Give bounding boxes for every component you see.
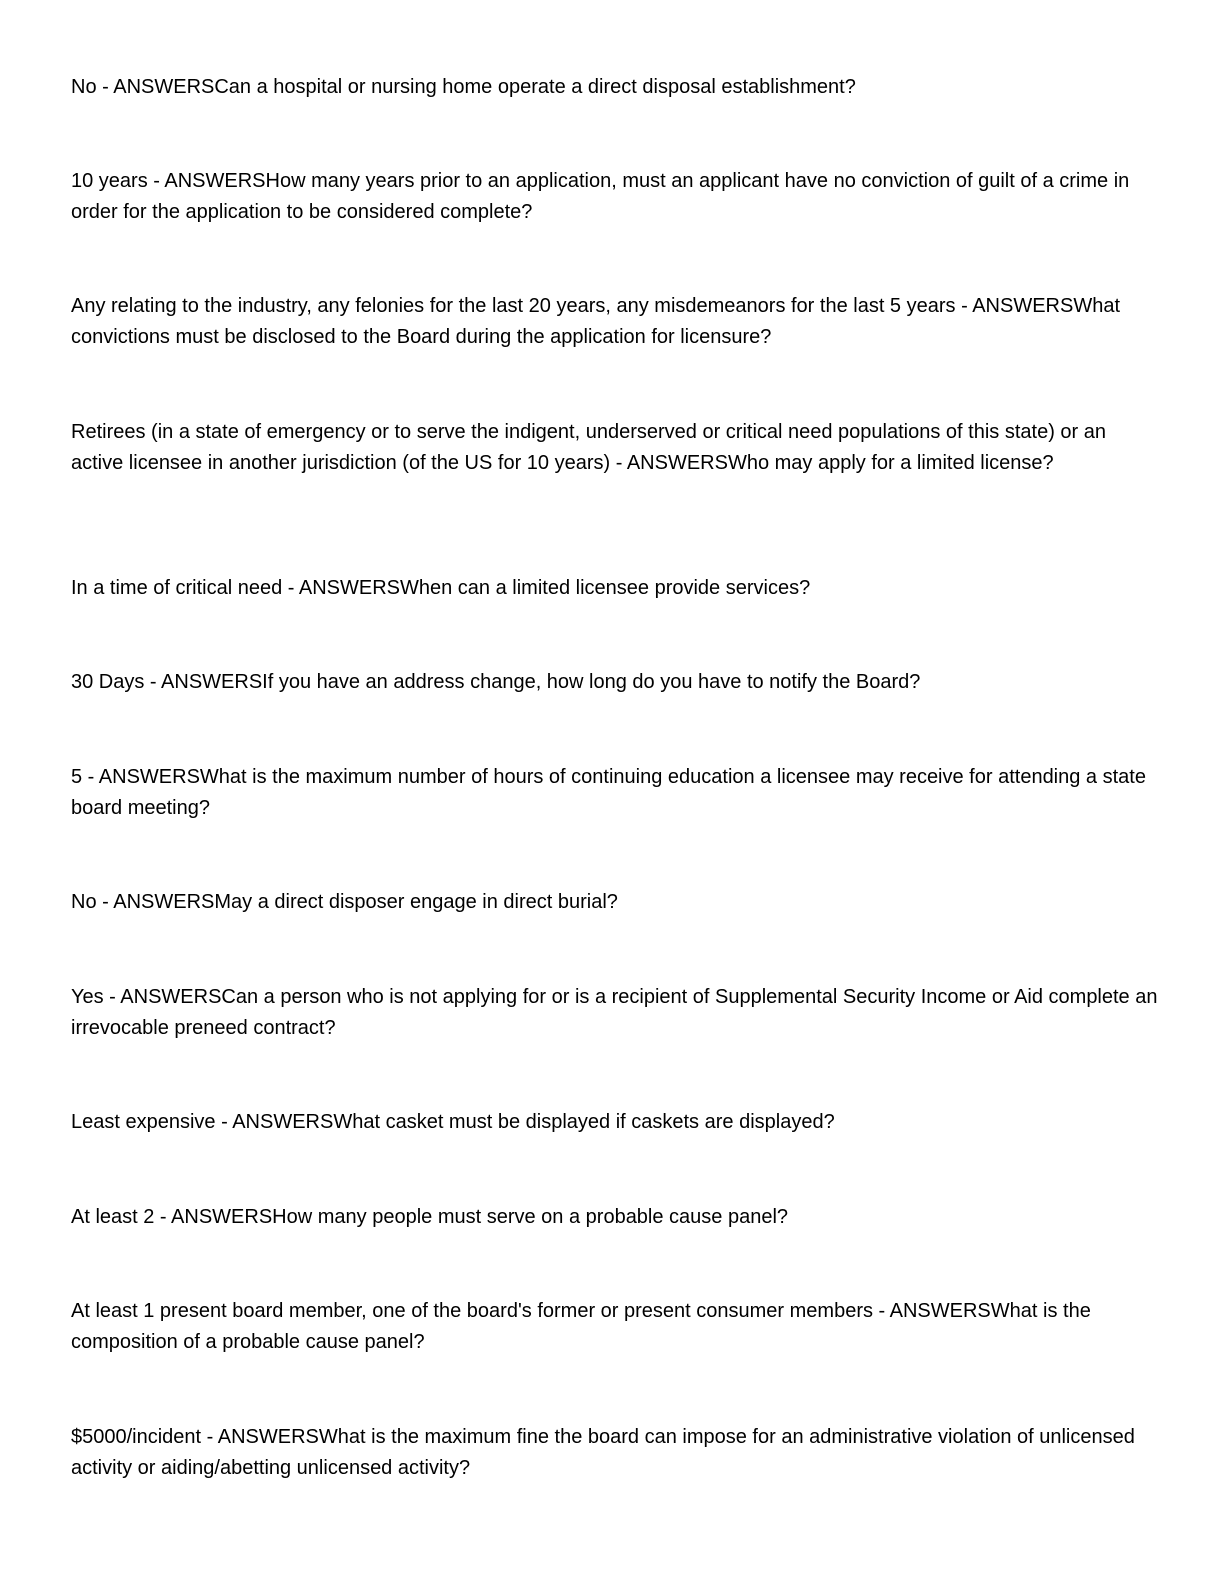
qa-entry-6: 30 Days - ANSWERSIf you have an address change, how long do you have to notify the Board? (71, 671, 921, 693)
qa-entry-8: No - ANSWERSMay a direct disposer engage in direct burial? (71, 891, 618, 913)
qa-entry-7: 5 - ANSWERSWhat is the maximum number of hours of continuing education a licensee may receive for attending a state board meeting? (71, 766, 1146, 819)
qa-entry-4: Retirees (in a state of emergency or to serve the indigent, underserved or critical need populations of this state) or an active licensee in another jurisdiction (of the US for 10 years) - ANSWERSWho may apply for a limited license? (71, 421, 1106, 474)
qa-entry-12: At least 1 present board member, one of the board's former or present consumer members - ANSWERSWhat is the composition of a probable cause panel? (71, 1300, 1091, 1353)
qa-entry-11: At least 2 - ANSWERSHow many people must serve on a probable cause panel? (71, 1206, 789, 1228)
qa-entry-9: Yes - ANSWERSCan a person who is not applying for or is a recipient of Supplemental Security Income or Aid complete an irrevocable preneed contract? (71, 986, 1158, 1039)
qa-entry-2: 10 years - ANSWERSHow many years prior to an application, must an applicant have no conviction of guilt of a crime in order for the application to be considered complete? (71, 170, 1130, 223)
qa-entry-3: Any relating to the industry, any felonies for the last 20 years, any misdemeanors for the last 5 years - ANSWERSWhat convictions must be disclosed to the Board during the application for licensure? (71, 295, 1120, 348)
qa-entry-10: Least expensive - ANSWERSWhat casket must be displayed if caskets are displayed? (71, 1111, 835, 1133)
qa-entry-1: No - ANSWERSCan a hospital or nursing home operate a direct disposal establishment? (71, 76, 856, 98)
qa-entry-13: $5000/incident - ANSWERSWhat is the maximum fine the board can impose for an administrative violation of unlicensed activity or aiding/abetting unlicensed activity? (71, 1426, 1135, 1479)
qa-entry-5: In a time of critical need - ANSWERSWhen can a limited licensee provide services? (71, 577, 811, 599)
